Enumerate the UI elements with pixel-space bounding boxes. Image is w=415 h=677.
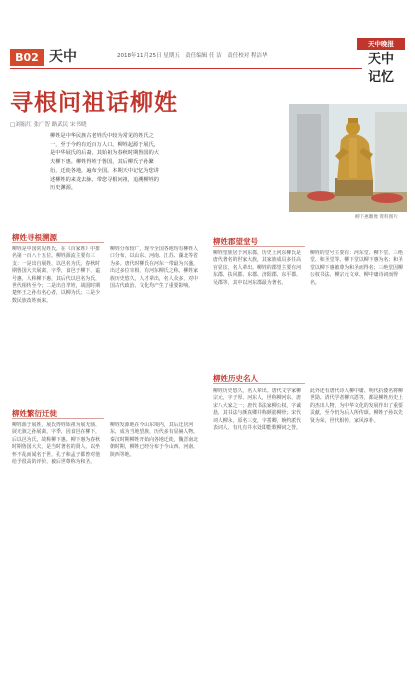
statue-photo xyxy=(289,104,407,212)
intro-text: 柳姓是中华民族古老姓氏中较为常见的姓氏之一，至于今约有近百万人口。柳姓起源于展氏，是中华展氏的后裔，其始祖为春秋时期鲁国的大夫柳下惠。柳姓得姓于鲁国，其后柳氏子孙繁衍，迁徙各地，遍布全国。本期天中记忆为您讲述柳姓的来龙去脉，带您寻根问祖，追溯柳姓的历史渊源。 xyxy=(50,133,159,192)
section-rule xyxy=(213,246,305,247)
section-heading-figures: 柳姓历史名人 xyxy=(213,374,258,383)
body-column-4b: 此外还有唐代诗人柳中庸、明代抗倭名将柳世勋、清代学者柳兴恩等，都是柳姓历史上的杰出人物，为中华文化的发展作出了重要贡献，至今仍为后人所传颂。柳姓子孙以先贤为荣，世代相传，家风淳朴。 xyxy=(310,388,403,424)
body-column-1a: 柳姓是中国常见姓氏，在《百家姓》中排名第一百八十五位。柳姓源流主要有三支：一是出自展姓，以邑名为氏，春秋时期鲁国大夫展禽，字季，食邑于柳下，谥号惠，人称柳下惠，其后代以邑名为氏，世代相传至今；二是出自芈姓，战国时期楚怀王之孙有名心者，以柳为氏；三是少数民族改姓而来。 xyxy=(12,246,101,304)
section-rule xyxy=(12,418,104,419)
section-heading-origin: 柳姓寻根溯源 xyxy=(12,233,57,242)
section-name: 天中 xyxy=(49,49,77,65)
section-heading-hall: 柳姓郡望堂号 xyxy=(213,237,258,246)
body-column-2a: 柳姓望族居于河东郡，历史上河东柳氏是唐代著名的世家大族，其家族成员多任高官显宦，名人辈出。柳姓的郡望主要有河东郡、扶风郡、东郡、济阳郡、东平郡、吴郡等，其中以河东郡最为著名。 xyxy=(213,250,302,286)
column-logo xyxy=(357,38,405,100)
logo-newspaper-name: 天中晚报 xyxy=(357,38,405,50)
logo-column-name xyxy=(357,51,405,87)
body-column-2b: 柳姓的堂号主要有：河东堂、柳下堂、三绝堂、和圣堂等。柳下堂以柳下惠为名；和圣堂以柳下惠被尊为和圣而得名；三绝堂因柳公权书法、柳宗元文章、柳中庸诗词而得名。 xyxy=(310,250,403,286)
intro-block xyxy=(50,132,282,224)
body-column-3b: 柳姓发源地在今山东境内，其后迁居河东，成为当地望族，历代多有显赫人物。秦汉时期柳姓开始向各地迁徙，魏晋南北朝时期，柳姓已经分布于今山西、河南、陕西等地。 xyxy=(110,422,199,458)
logo-line-1: 天中 xyxy=(367,52,394,67)
body-column-3a: 柳姓源于展姓，展氏得姓始祖为展无骇，展无骇之孙展禽，字季，因食邑在柳下，后以邑为氏，故称柳下惠。柳下惠为春秋时期鲁国大夫，是当时著名的贤人，以坐怀不乱而闻名于世，孔子和孟子都曾对他给予很高的评价，被后世尊称为和圣。 xyxy=(12,422,101,466)
article-title: 寻根问祖话柳姓 xyxy=(10,89,178,116)
statue-illustration xyxy=(289,104,407,212)
byline: □刘振红 张广智 路武民 宋书晓 xyxy=(10,122,87,128)
section-rule xyxy=(213,383,305,384)
photo-caption: 柳下惠雕像 资料图片 xyxy=(355,215,398,220)
body-column-4a: 柳姓历史悠久，名人辈出。唐代文学家柳宗元，字子厚，河东人，世称柳河东，唐宋八大家之一；唐代书法家柳公权，字诚悬，其书法与颜真卿并称颜筋柳骨；宋代词人柳永，原名三变，字耆卿，婉约派代表词人，有凡有井水处即能歌柳词之誉。 xyxy=(213,388,302,432)
section-rule xyxy=(12,242,104,243)
logo-line-2: 记忆 xyxy=(367,70,394,85)
section-heading-migration: 柳姓繁衍迁徙 xyxy=(12,409,57,418)
header-rule xyxy=(10,68,362,69)
page-number: B02 xyxy=(10,49,44,66)
body-column-1b: 柳姓分布较广，现今全国各地均有柳姓人口分布，以山东、河南、江苏、湖北等省为多。唐代时柳氏在河东一带最为兴盛，出过多位宰相，有河东柳氏之称。柳姓家族历史悠久，人才辈出，名人众多，对中国古代政治、文化均产生了重要影响。 xyxy=(110,246,199,290)
issue-meta: 2018年11月25日 星期五 责任编辑 任 洁 责任校对 程洁华 xyxy=(117,53,268,59)
